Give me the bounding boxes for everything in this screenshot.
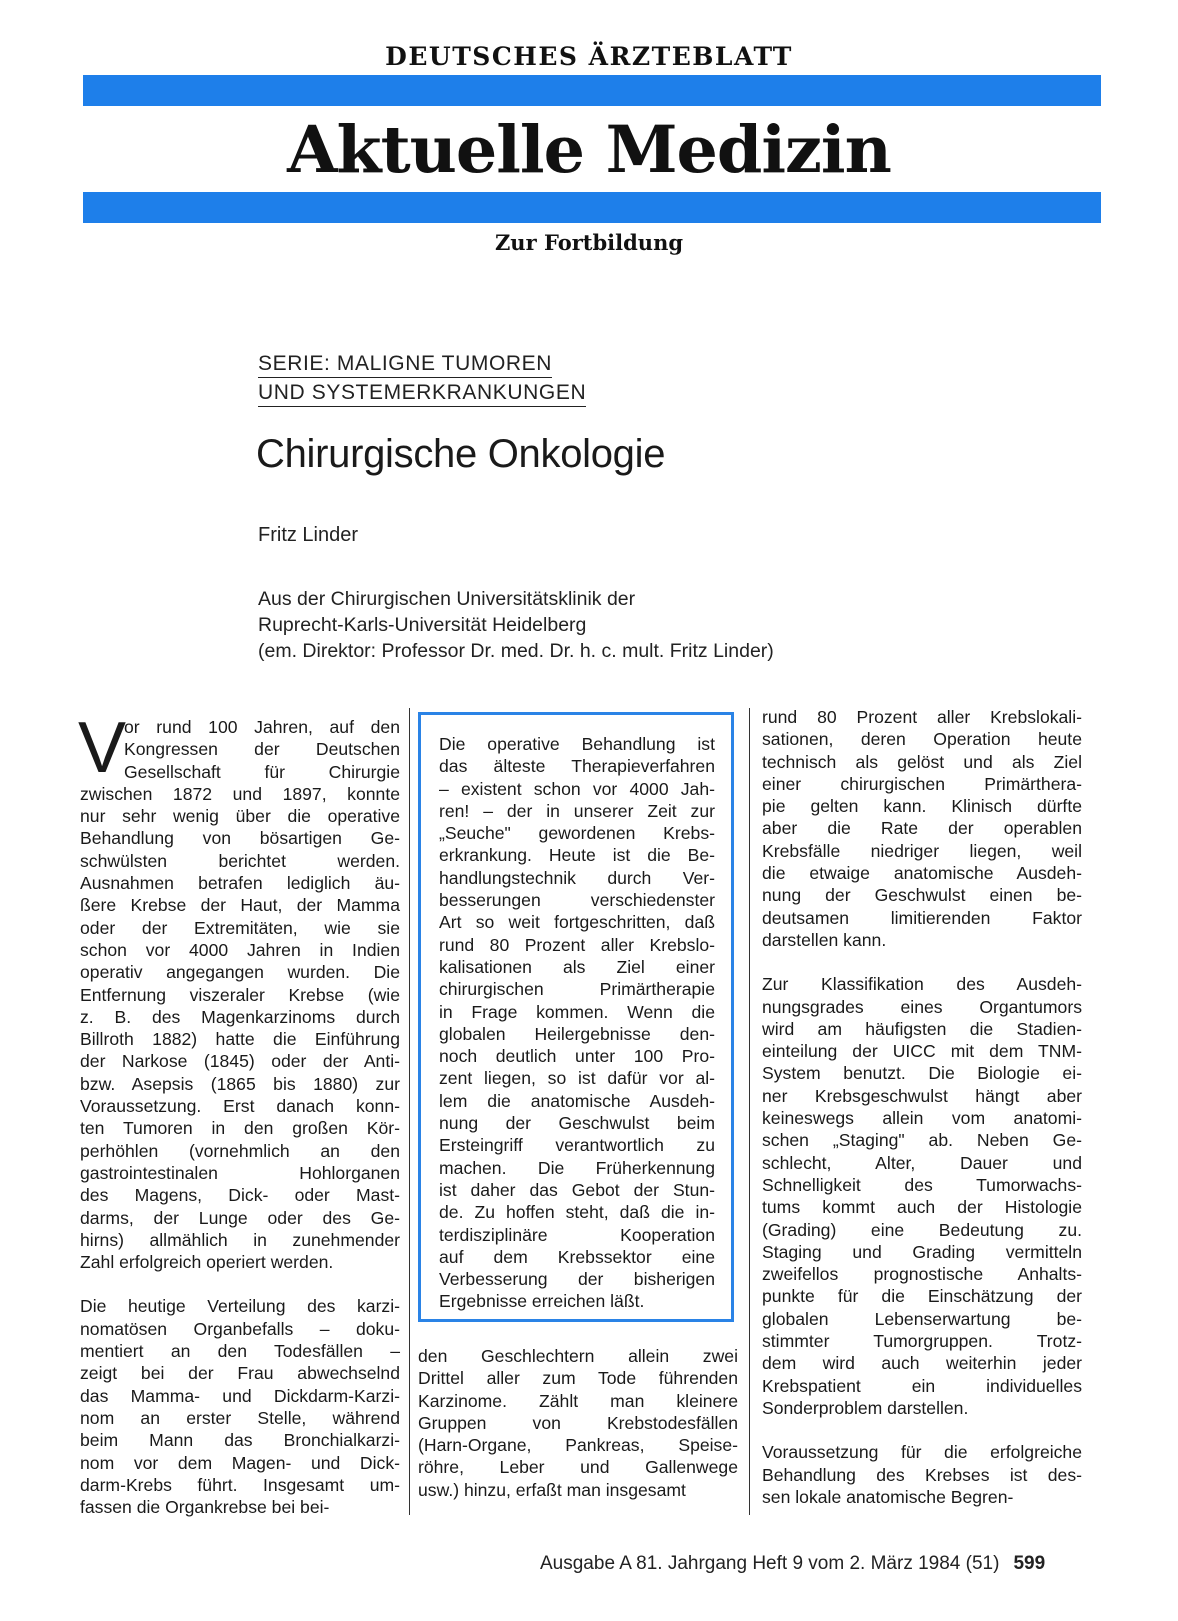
text-line: de. Zu hoffen steht, daß die in- <box>439 1202 715 1223</box>
text-line: ßere Krebse der Haut, der Mamma <box>80 895 400 916</box>
text-line: noch deutlich unter 100 Pro- <box>439 1046 715 1067</box>
text-line: ren! – der in unserer Zeit zur <box>439 800 715 821</box>
text-line: Gruppen von Krebstodesfällen <box>418 1412 738 1433</box>
text-line: den Geschlechtern allein zwei <box>418 1346 738 1366</box>
text-line: zwischen 1872 und 1897, konnte <box>80 783 400 804</box>
text-line: beim Mann das Bronchialkarzi- <box>80 1430 400 1451</box>
text-line: Die heutige Verteilung des karzi- <box>80 1296 400 1317</box>
text-line: Die operative Behandlung ist <box>439 734 715 754</box>
text-line: bzw. Asepsis (1865 bis 1880) zur <box>80 1073 400 1094</box>
text-line: darms, der Lunge oder des Ge- <box>80 1207 400 1228</box>
text-line: Krebsfälle niedriger liegen, weil <box>762 840 1082 861</box>
text-line: der Narkose (1845) oder der Anti- <box>80 1051 400 1072</box>
box-paragraph <box>439 733 715 1313</box>
text-line: Voraussetzung für die erfolgreiche <box>762 1442 1082 1463</box>
paragraph <box>762 973 1082 1419</box>
text-column-3 <box>762 706 1082 1508</box>
issue-info: Ausgabe A 81. Jahrgang Heft 9 vom 2. März 1984 (51) <box>540 1553 1000 1574</box>
text-line: globalen Heilergebnisse den- <box>439 1023 715 1044</box>
text-line: das Mamma- und Dickdarm-Karzi- <box>80 1385 400 1406</box>
text-line: zent liegen, so ist dafür vor al- <box>439 1068 715 1089</box>
text-line: zeigt bei der Frau abwechselnd <box>80 1363 400 1384</box>
text-line: in Frage kommen. Wenn die <box>439 1001 715 1022</box>
text-line: ner Krebsgeschwulst hängt aber <box>762 1085 1082 1106</box>
paragraph <box>80 716 400 1273</box>
text-line: röhre, Leber und Gallenwege <box>418 1457 738 1478</box>
text-line: Krebspatient ein individuelles <box>762 1375 1082 1396</box>
text-line: schlecht, Alter, Dauer und <box>762 1152 1082 1173</box>
affiliation-line: Ruprecht-Karls-Universität Heidelberg <box>258 614 587 636</box>
text-line: Ausnahmen betrafen lediglich äu- <box>80 873 400 894</box>
journal-name: DEUTSCHES ÄRZTEBLATT <box>385 42 793 71</box>
column-rule <box>749 708 750 1515</box>
text-line: Sonderproblem darstellen. <box>762 1397 969 1418</box>
page-number: 599 <box>1013 1553 1046 1574</box>
text-line: einer chirurgischen Primärthera- <box>762 773 1082 794</box>
text-line: Behandlung von bösartigen Ge- <box>80 828 400 849</box>
text-line: besserungen verschiedenster <box>439 890 715 911</box>
text-line: nung der Geschwulst einen be- <box>762 885 1082 906</box>
text-line: Verbesserung der bisherigen <box>439 1269 715 1290</box>
affiliation-line: Aus der Chirurgischen Universitätsklinik der <box>258 588 636 610</box>
text-line: sen lokale anatomische Begren- <box>762 1486 1014 1507</box>
text-line: nom vor dem Magen- und Dick- <box>80 1452 400 1473</box>
text-line: Billroth 1882) hatte die Einführung <box>80 1029 400 1050</box>
text-line: stimmter Tumorgruppen. Trotz- <box>762 1331 1082 1352</box>
text-line: auf dem Krebssektor eine <box>439 1246 715 1267</box>
text-line: punkte für die Einschätzung der <box>762 1286 1082 1307</box>
text-line: erkrankung. Heute ist die Be- <box>439 845 715 866</box>
subsection-label: Zur Fortbildung <box>494 230 684 255</box>
text-line: or rund 100 Jahren, auf den <box>124 717 400 737</box>
text-line: oder der Extremitäten, wie sie <box>80 917 400 938</box>
text-line: usw.) hinzu, erfaßt man insgesamt <box>418 1479 686 1500</box>
text-line: rund 80 Prozent aller Krebslokali- <box>762 707 1082 727</box>
text-line: hirns) allmählich in zunehmender <box>80 1229 400 1250</box>
text-line: – existent schon vor 4000 Jah- <box>439 778 715 799</box>
text-line: nung der Geschwulst beim <box>439 1113 715 1134</box>
text-line: darstellen kann. <box>762 929 887 950</box>
series-label-line1: SERIE: MALIGNE TUMOREN <box>258 351 552 378</box>
text-line: keineswegs allein vom anatomi- <box>762 1108 1082 1129</box>
paragraph <box>418 1345 738 1501</box>
affiliation-line: (em. Direktor: Professor Dr. med. Dr. h. c. mult. Fritz Linder) <box>258 640 774 662</box>
text-line: nur sehr wenig über die operative <box>80 806 400 827</box>
text-line: wird am häufigsten die Stadien- <box>762 1018 1082 1039</box>
text-line: darm-Krebs führt. Insgesamt um- <box>80 1474 400 1495</box>
text-line: Karzinome. Zählt man kleinere <box>418 1390 738 1411</box>
text-line: Ergebnisse erreichen läßt. <box>439 1291 645 1312</box>
text-line: Art so weit fortgeschritten, daß <box>439 912 715 933</box>
text-line: tums kommt auch der Histologie <box>762 1197 1082 1218</box>
text-line: einteilung der UICC mit dem TNM- <box>762 1041 1082 1062</box>
text-line: Staging und Grading vermitteln <box>762 1241 1082 1262</box>
text-line: Schnelligkeit des Tumorwachs- <box>762 1174 1082 1195</box>
text-line: handlungstechnik durch Ver- <box>439 867 715 888</box>
series-label-line2: UND SYSTEMERKRANKUNGEN <box>258 380 586 407</box>
text-line: System benutzt. Die Biologie ei- <box>762 1063 1082 1084</box>
text-line: „Seuche" gewordenen Krebs- <box>439 823 715 844</box>
text-line: nomatösen Organbefalls – doku- <box>80 1318 400 1339</box>
paragraph <box>762 1441 1082 1508</box>
text-line: des Magens, Dick- oder Mast- <box>80 1185 400 1206</box>
paragraph <box>762 706 1082 951</box>
text-line: rund 80 Prozent aller Krebslo- <box>439 934 715 955</box>
text-line: Voraussetzung. Erst danach konn- <box>80 1096 400 1117</box>
text-line: schon vor 4000 Jahren in Indien <box>80 939 400 960</box>
text-line: z. B. des Magenkarzinoms durch <box>80 1006 400 1027</box>
text-line: gastrointestinalen Hohlorganen <box>80 1162 400 1183</box>
text-line: Ersteingriff verantwortlich zu <box>439 1135 715 1156</box>
text-line: operativ angegangen wurden. Die <box>80 962 400 983</box>
text-line: Kongressen der Deutschen <box>124 739 400 760</box>
text-line: schwülsten berichtet werden. <box>80 850 400 871</box>
header-band-top <box>83 75 1101 106</box>
page-footer <box>540 1553 1045 1575</box>
text-line: (Grading) eine Bedeutung zu. <box>762 1219 1082 1240</box>
text-line: das älteste Therapieverfahren <box>439 756 715 777</box>
text-line: Entfernung viszeraler Krebse (wie <box>80 984 400 1005</box>
article-title: Chirurgische Onkologie <box>256 432 666 476</box>
text-line: Gesellschaft für Chirurgie <box>124 761 400 782</box>
text-line: pie gelten kann. Klinisch dürfte <box>762 796 1082 817</box>
column-rule <box>409 708 410 1515</box>
highlight-box <box>418 712 734 1322</box>
text-line: fassen die Organkrebse bei bei- <box>80 1497 330 1518</box>
text-line: schen „Staging" ab. Neben Ge- <box>762 1130 1082 1151</box>
text-line: die etwaige anatomische Ausdeh- <box>762 863 1082 884</box>
text-line: mentiert an den Todesfällen – <box>80 1341 400 1362</box>
paragraph <box>80 1295 400 1518</box>
text-line: aber die Rate der operablen <box>762 818 1082 839</box>
text-line: terdisziplinäre Kooperation <box>439 1224 715 1245</box>
text-line: (Harn-Organe, Pankreas, Speise- <box>418 1435 738 1456</box>
text-line: chirurgischen Primärtherapie <box>439 979 715 1000</box>
text-line: deutsamen limitierenden Faktor <box>762 907 1082 928</box>
section-title: Aktuelle Medizin <box>287 112 891 188</box>
drop-cap: V <box>78 708 127 788</box>
text-column-2 <box>418 1345 738 1501</box>
text-column-1 <box>78 708 400 1518</box>
text-line: Zur Klassifikation des Ausdeh- <box>762 974 1082 995</box>
text-line: ist daher das Gebot der Stun- <box>439 1179 715 1200</box>
text-line: perhöhlen (vornehmlich an den <box>80 1140 400 1161</box>
text-line: machen. Die Früherkennung <box>439 1157 715 1178</box>
text-line: ten Tumoren in den großen Kör- <box>80 1118 400 1139</box>
text-line: Drittel aller zum Tode führenden <box>418 1368 738 1389</box>
text-line: globalen Lebenserwartung be- <box>762 1308 1082 1329</box>
text-line: Zahl erfolgreich operiert werden. <box>80 1252 334 1273</box>
text-line: lem die anatomische Ausdeh- <box>439 1090 715 1111</box>
text-line: zweifellos prognostische Anhalts- <box>762 1264 1082 1285</box>
text-line: dem wird auch weiterhin jeder <box>762 1353 1082 1374</box>
text-line: technisch als gelöst und als Ziel <box>762 751 1082 772</box>
text-line: kalisationen als Ziel einer <box>439 956 715 977</box>
text-line: Behandlung des Krebses ist des- <box>762 1464 1082 1485</box>
header-band-bottom <box>83 192 1101 223</box>
article-author: Fritz Linder <box>258 524 359 546</box>
text-line: sationen, deren Operation heute <box>762 729 1082 750</box>
text-line: nom an erster Stelle, während <box>80 1407 400 1428</box>
text-line: nungsgrades eines Organtumors <box>762 996 1082 1017</box>
